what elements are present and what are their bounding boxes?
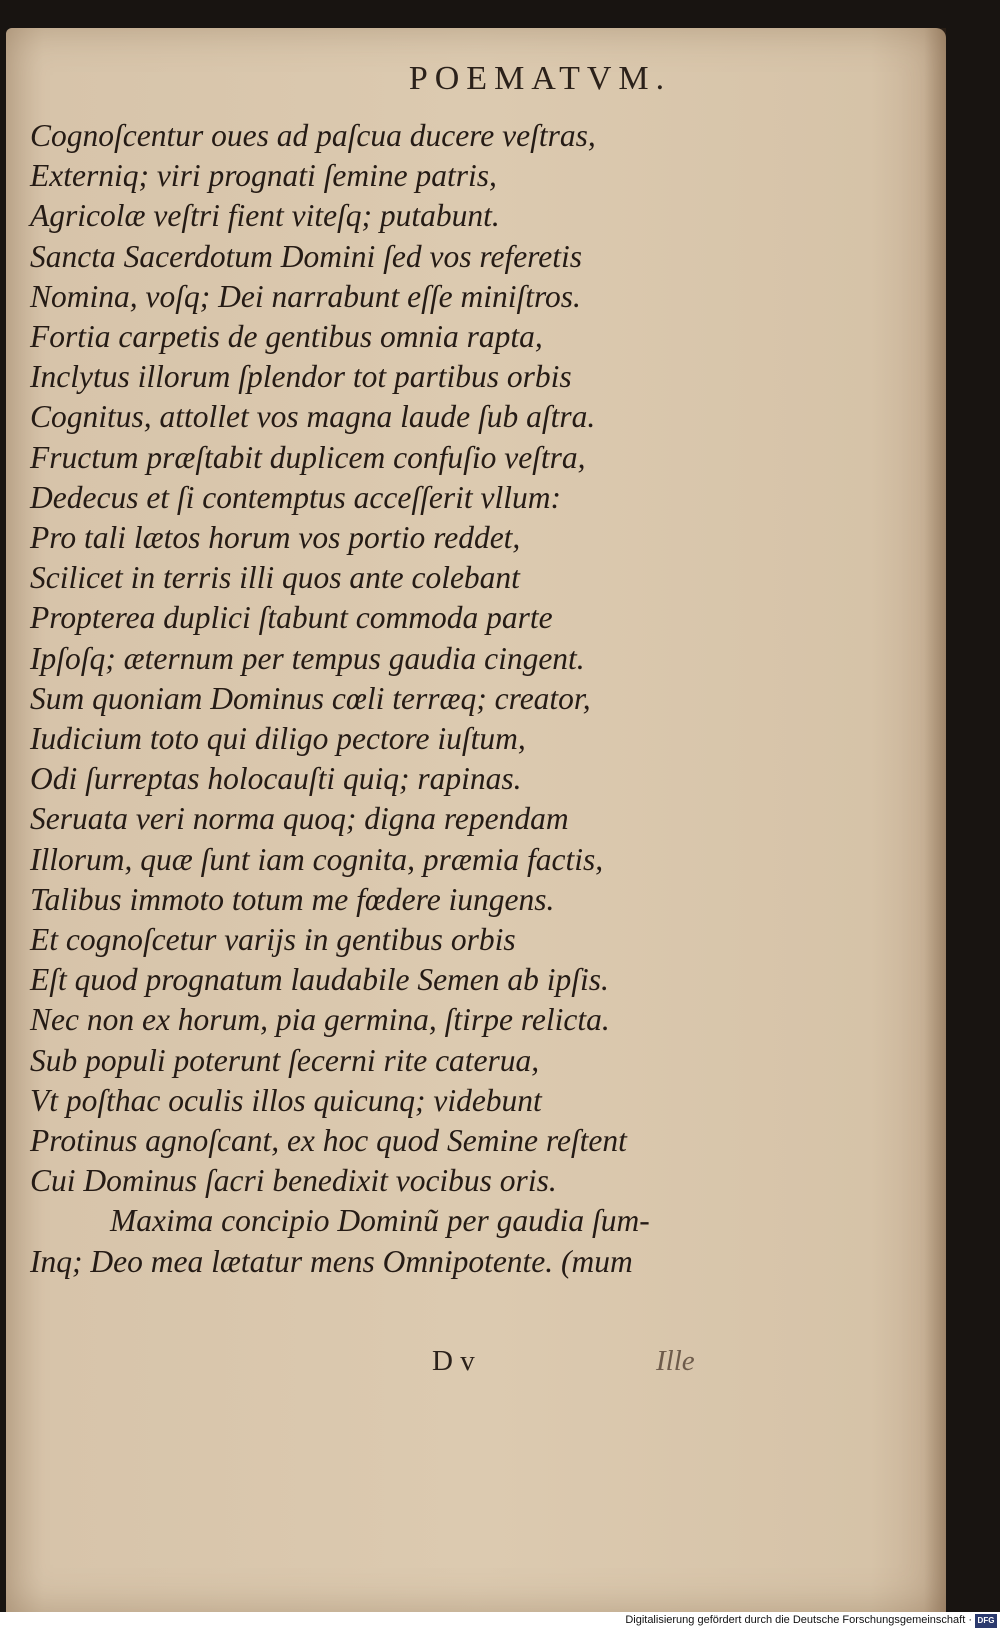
verse-line: Talibus immoto totum me fœdere iungens.: [30, 881, 555, 917]
verse-line: Illorum, quæ ſunt iam cognita, præmia factis,: [30, 841, 604, 877]
dfg-logo: DFG: [975, 1614, 997, 1628]
verse-line: Fortia carpetis de gentibus omnia rapta,: [30, 319, 543, 355]
signature-mark: D v: [432, 1345, 475, 1377]
verse-line: Cognoſcentur oues ad paſcua ducere veſtras,: [30, 118, 596, 153]
verse-line: Protinus agnoſcant, ex hoc quod Semine reſtent: [30, 1123, 627, 1159]
verse-line: Et cognoſcetur varijs in gentibus orbis: [30, 922, 516, 958]
catchword: Ille: [656, 1345, 695, 1377]
verse-line: Sub populi poterunt ſecerni rite caterua,: [30, 1042, 540, 1078]
verse-line: Inq; Deo mea lætatur mens Omnipotente. (mum: [30, 1243, 633, 1279]
verse-line: Sancta Sacerdotum Domini ſed vos referetis: [30, 238, 583, 274]
verse-line: Inclytus illorum ſplendor tot partibus orbis: [30, 359, 572, 395]
verse-line: Fructum præſtabit duplicem confuſio veſtra,: [30, 439, 586, 475]
verse-line: Nomina, voſq; Dei narrabunt eſſe miniſtros.: [30, 278, 581, 314]
verse-line: Nec non ex horum, pia germina, ſtirpe relicta.: [30, 1002, 610, 1038]
verse-line: Sum quoniam Dominus cœli terræq; creator,: [30, 680, 591, 716]
verse-line: Ipſoſq; æternum per tempus gaudia cingent.: [30, 640, 585, 676]
verse-line: Eſt quod prognatum laudabile Semen ab ipſis.: [30, 962, 609, 998]
verse-line: Agricolæ veſtri fient viteſq; putabunt.: [30, 198, 500, 234]
verse-line: Externiq; viri prognati ſemine patris,: [30, 158, 497, 194]
verse-line: Cognitus, attollet vos magna laude ſub aſtra.: [30, 399, 596, 435]
verse-line: Vt poſthac oculis illos quicunq; videbunt: [30, 1082, 542, 1118]
verse-line: Pro tali lætos horum vos portio reddet,: [30, 520, 521, 556]
page-foot: [0, 1345, 1000, 1385]
digitization-credit: Digitalisierung gefördert durch die Deutsche Forschungsgemeinschaft ·: [625, 1614, 972, 1626]
verse-line: Cui Dominus ſacri benedixit vocibus oris.: [30, 1163, 557, 1199]
verse-line: Propterea duplici ſtabunt commoda parte: [30, 600, 553, 636]
verse-line: Odi ſurreptas holocauſti quiq; rapinas.: [30, 761, 522, 797]
running-title: POEMATVM.: [408, 60, 672, 97]
verse-line: Seruata veri norma quoq; digna rependam: [30, 801, 569, 837]
verse-line: Iudicium toto qui diligo pectore iuſtum,: [30, 721, 526, 757]
verse-line: Maxima concipio Dominũ per gaudia ſum-: [110, 1203, 650, 1239]
verse-line: Scilicet in terris illi quos ante colebant: [30, 560, 520, 596]
verse-line: Dedecus et ſi contemptus acceſſerit vllum:: [30, 479, 561, 515]
verse-text: [30, 116, 730, 1282]
